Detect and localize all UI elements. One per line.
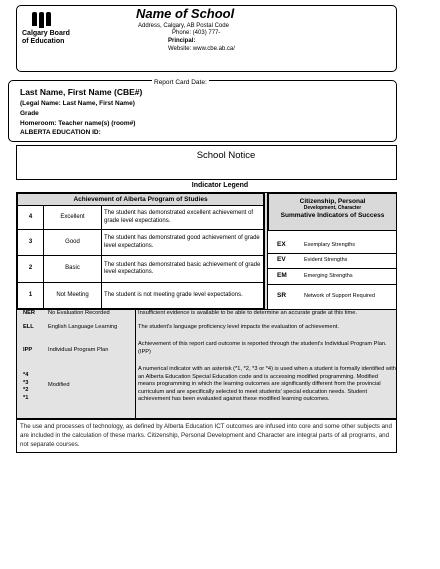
achievement-code: 3 xyxy=(18,230,44,255)
achievement-header: Achievement of Alberta Program of Studies xyxy=(17,193,264,206)
special-code: NER xyxy=(23,310,36,316)
report-card-date: Report Card Date: xyxy=(154,79,207,86)
citizenship-row xyxy=(268,266,397,285)
school-phone: Phone: (403) 777- xyxy=(172,30,221,36)
indicator-legend-title: Indicator Legend xyxy=(191,182,249,189)
achievement-code: 4 xyxy=(18,206,44,229)
achievement-desc: The student is not meeting grade level expectations. xyxy=(104,291,243,298)
principal-label: Principal: xyxy=(168,38,196,44)
special-code-desc: Achievement of this report card outcome is reported through the student's Individual Program Plan. (IPP) xyxy=(138,341,387,355)
achievement-label: Not Meeting xyxy=(44,283,102,308)
citizenship-desc: Exemplary Strengths xyxy=(304,242,356,248)
citizenship-desc: Evident Strengths xyxy=(304,257,348,263)
column-divider xyxy=(135,309,136,419)
student-grade: Grade xyxy=(20,110,39,117)
alberta-education-id: ALBERTA EDUCATION ID: xyxy=(20,129,101,136)
school-website: Website: www.cbe.ab.ca/ xyxy=(168,46,235,52)
achievement-label: Good xyxy=(44,230,102,255)
citizenship-header xyxy=(268,193,397,231)
achievement-label: Excellent xyxy=(44,206,102,229)
achievement-code: 2 xyxy=(18,256,44,282)
citizenship-code: EX xyxy=(277,241,286,248)
citizenship-desc: Network of Support Required xyxy=(304,293,375,299)
school-notice-title: School Notice xyxy=(196,150,256,161)
special-code-label: English Language Learning xyxy=(48,324,118,330)
citizenship-desc: Emerging Strengths xyxy=(304,273,353,279)
school-address: Address, Calgary, AB Postal Code xyxy=(138,23,229,29)
student-homeroom: Homeroom: Teacher name(s) (room#) xyxy=(20,120,136,127)
special-code-label: No Evaluation Recorded xyxy=(48,310,110,316)
special-code-label: Modified xyxy=(48,382,70,388)
achievement-row xyxy=(17,256,264,283)
special-code-desc: A numerical indicator with an asterisk (*1, *2, *3 or *4) is used when a student is formally identified with an Alberta Education Special Education code and is accessing modified programming. Modified means programming in which the learning outcomes are significantly different from the provincial curriculum and are specifically selected to meet students' special education needs. Student achievement has been evaluated against these modified learning outcomes. xyxy=(138,366,396,402)
achievement-row xyxy=(17,230,264,256)
achievement-label: Basic xyxy=(44,256,102,282)
cbe-logo xyxy=(22,12,72,46)
citizenship-row xyxy=(268,286,397,305)
achievement-desc: The student has demonstrated basic achievement of grade level expectations. xyxy=(104,261,261,275)
citizenship-header-line2: Development, Character xyxy=(303,205,362,211)
special-code-desc: Insufficient evidence is available to be able to determine an accurate grade at this time. xyxy=(138,310,357,316)
special-code-desc: The student's language proficiency level impacts the evaluation of achievement. xyxy=(138,324,339,330)
logo-mark-icon xyxy=(32,12,72,28)
special-code: ELL xyxy=(23,324,34,330)
achievement-row xyxy=(17,283,264,309)
special-code: *4 *3 *2 *1 xyxy=(23,372,29,401)
student-legal-name: (Legal Name: Last Name, First Name) xyxy=(20,100,135,107)
citizenship-code: EM xyxy=(277,272,287,279)
citizenship-code: EV xyxy=(277,256,286,263)
achievement-desc: The student has demonstrated excellent achievement of grade level expectations. xyxy=(104,210,254,224)
student-name: Last Name, First Name (CBE#) xyxy=(20,87,143,97)
achievement-row xyxy=(17,206,264,230)
citizenship-code: SR xyxy=(277,292,287,299)
special-code: IPP xyxy=(23,347,33,353)
footer-note: The use and processes of technology, as defined by Alberta Education ICT outcomes are infused into core and some other subjects and are included in the calculation of these marks. Citizenship, Personal Development and Character are integral parts of all programs, and not separate courses. xyxy=(20,423,392,448)
citizenship-header-line1: Citizenship, Personal xyxy=(299,198,366,205)
logo-text: Calgary Board of Education xyxy=(22,30,70,45)
achievement-desc: The student has demonstrated good achievement of grade level expectations. xyxy=(104,235,260,249)
special-code-label: Individual Program Plan xyxy=(48,347,109,353)
achievement-code: 1 xyxy=(18,283,44,308)
citizenship-header-line3: Summative Indicators of Success xyxy=(280,212,385,219)
school-name: Name of School xyxy=(136,6,235,21)
